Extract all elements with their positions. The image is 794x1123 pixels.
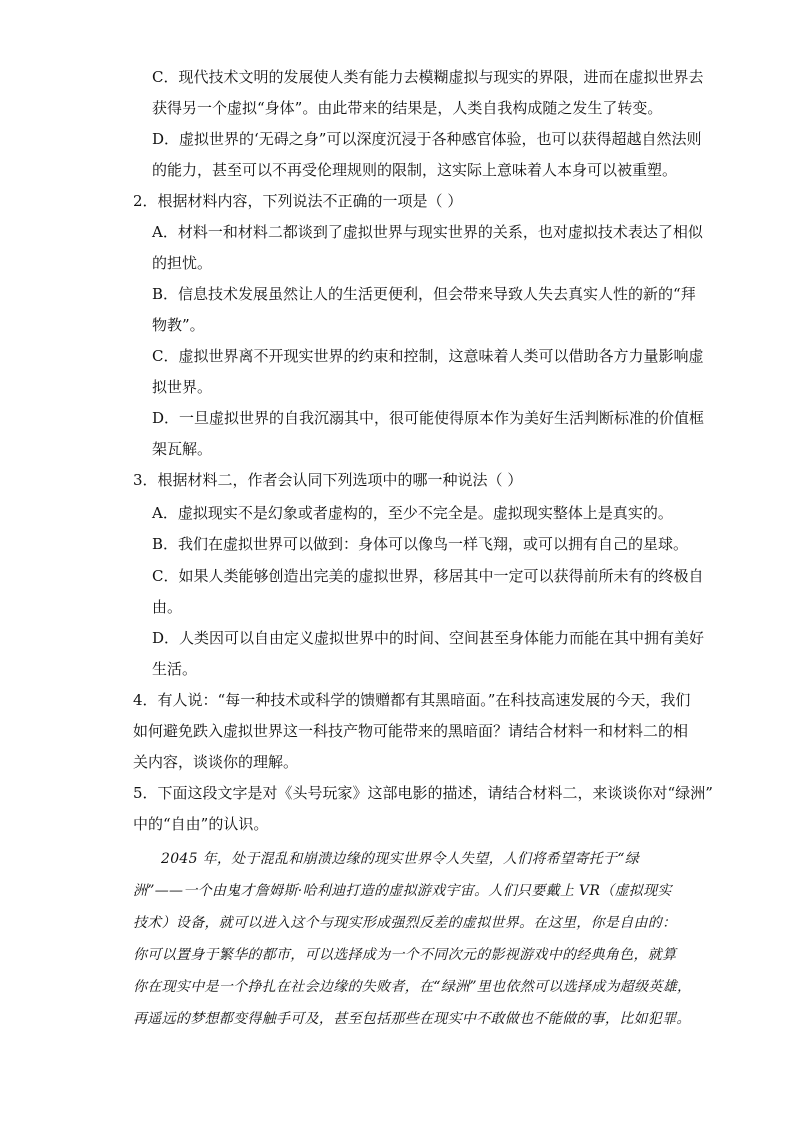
q3-stem: 3．根据材料二，作者会认同下列选项中的哪一种说法（ ） [133,471,523,489]
q3-option-d-line1: D．人类因可以自由定义虚拟世界中的时间、空间甚至身体能力而能在其中拥有美好 [152,629,705,647]
q3-option-a: A．虚拟现实不是幻象或者虚构的，至少不完全是。虚拟现实整体上是真实的。 [152,504,673,522]
passage-line-3: 技术）设备，就可以进入这个与现实形成强烈反差的虚拟世界。在这里，你是自由的： [133,915,677,931]
q3-option-c-line1: C．如果人类能够创造出完美的虚拟世界，移居其中一定可以获得前所未有的终极自 [152,567,704,585]
q1-option-c-line1: C．现代技术文明的发展使人类有能力去模糊虚拟与现实的界限，进而在虚拟世界去 [152,68,704,86]
q2-option-a-line2: 的担忧。 [152,254,213,272]
q1-option-c-line2: 获得另一个虚拟“身体”。由此带来的结果是，人类自我构成随之发生了转变。 [152,99,663,117]
q1-option-d-line1: D．虚拟世界的‘无碍之身”可以深度沉浸于各种感官体验，也可以获得超越自然法则 [152,130,702,148]
passage-line-4: 你可以置身于繁华的都市，可以选择成为一个不同次元的影视游戏中的经典角色，就算 [133,947,677,963]
passage-line-2: 洲”——一个由鬼才詹姆斯·哈利迪打造的虚拟游戏宇宙。人们只要戴上 VR（虚拟现实 [133,883,672,899]
passage-line-5: 你在现实中是一个挣扎在社会边缘的失败者，在“绿洲”里也依然可以选择成为超级英雄， [133,979,692,995]
q5-line2: 中的“自由”的认识。 [133,815,269,833]
q4-line2: 如何避免跌入虚拟世界这一科技产物可能带来的黑暗面？请结合材料一和材料二的相 [133,722,689,740]
q2-option-c-line1: C．虚拟世界离不开现实世界的约束和控制，这意味着人类可以借助各方力量影响虚 [152,347,704,365]
passage-line-6: 再遥远的梦想都变得触手可及，甚至包括那些在现实中不敢做也不能做的事，比如犯罪。 [133,1011,691,1027]
q3-option-d-line2: 生活。 [152,660,198,678]
q4-line1: 4．有人说：“每一种技术或科学的馈赠都有其黑暗面。”在科技高速发展的今天，我们 [133,691,691,709]
q1-option-d-line2: 的能力，甚至可以不再受伦理规则的限制，这实际上意味着人本身可以被重塑。 [152,161,678,179]
q5-line1: 5．下面这段文字是对《头号玩家》这部电影的描述，请结合材料二，来谈谈你对“绿洲” [133,784,713,802]
q3-option-c-line2: 由。 [152,598,183,616]
q4-line3: 关内容，谈谈你的理解。 [133,753,299,771]
q2-option-b-line1: B．信息技术发展虽然让人的生活更便利，但会带来导致人失去真实人性的新的“拜 [152,285,696,303]
passage-line-1: 2045 年，处于混乱和崩溃边缘的现实世界令人失望，人们将希望寄托于“绿 [161,851,640,867]
q2-option-a-line1: A．材料一和材料二都谈到了虚拟世界与现实世界的关系，也对虚拟技术表达了相似 [152,223,703,241]
q2-option-d-line2: 架瓦解。 [152,440,213,458]
q2-option-c-line2: 拟世界。 [152,378,213,396]
q2-option-b-line2: 物教”。 [152,316,205,334]
q3-option-b: B．我们在虚拟世界可以做到：身体可以像鸟一样飞翔，或可以拥有自己的星球。 [152,535,689,553]
q2-stem: 2．根据材料内容，下列说法不正确的一项是（ ） [133,192,463,210]
q2-option-d-line1: D．一旦虚拟世界的自我沉溺其中，很可能使得原本作为美好生活判断标准的价值框 [152,409,705,427]
